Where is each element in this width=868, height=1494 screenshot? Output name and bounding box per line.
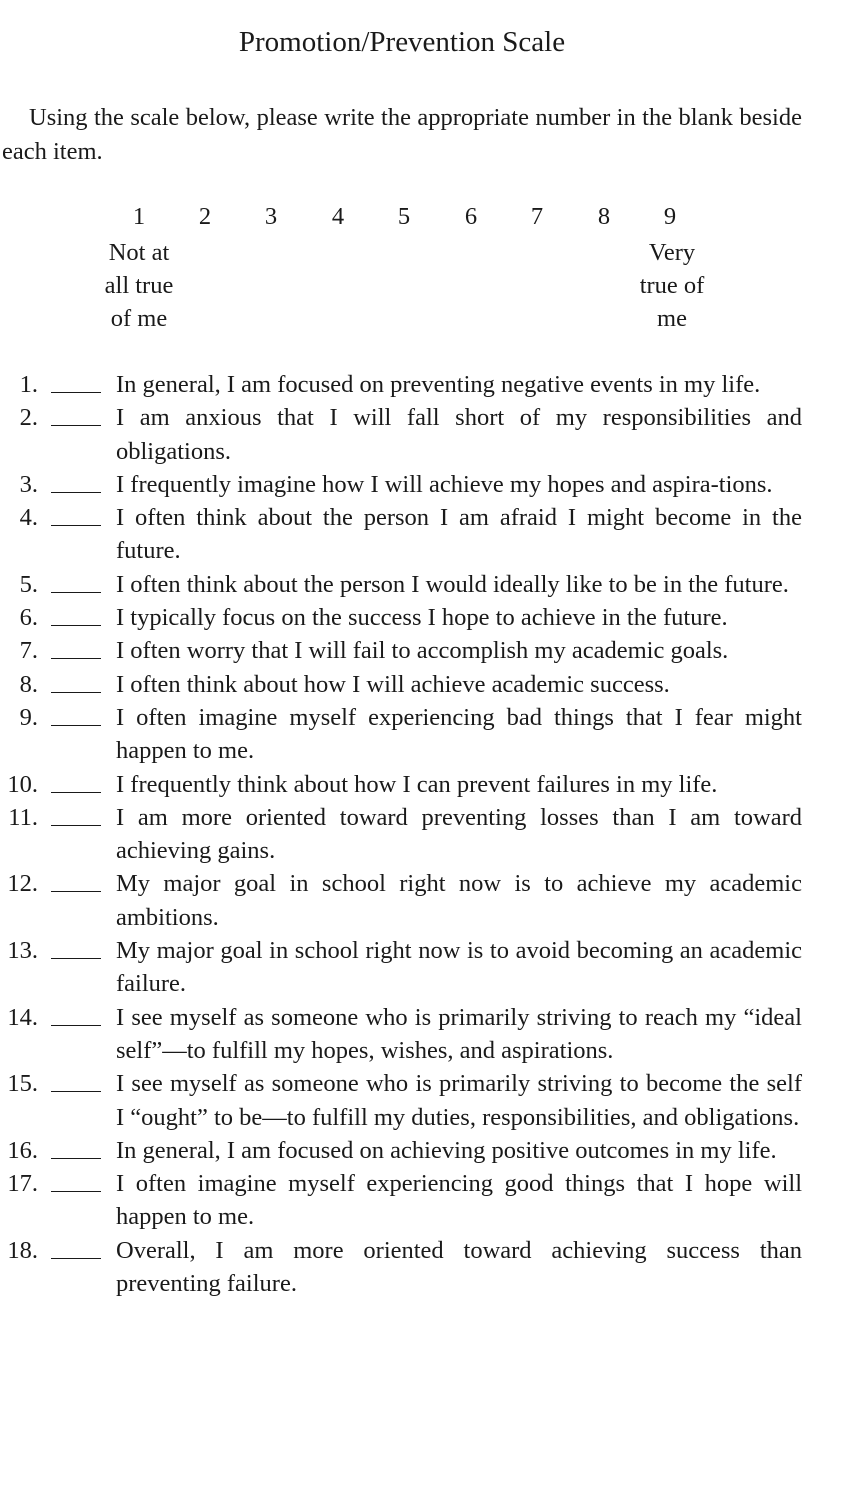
instructions: Using the scale below, please write the appropriate number in the blank beside each item. [2,104,802,165]
answer-blank[interactable] [51,525,101,526]
low-anchor-line: of me [110,305,168,332]
item-number: 11. [8,803,38,831]
item-text: I am anxious that I will fall short of my responsibilities and obligations. [116,404,802,465]
high-anchor-line: Very [648,239,696,266]
item-text: I often think about how I will achieve academic success. [116,670,670,698]
answer-blank[interactable] [51,958,101,959]
scale-point-2: 2 [198,203,212,230]
scale-point-9: 9 [663,203,677,230]
item-text: My major goal in school right now is to avoid becoming an academic failure. [116,937,802,998]
item-number: 18. [7,1236,38,1264]
scale-point-3: 3 [264,203,278,230]
answer-blank[interactable] [51,625,101,626]
item-text: In general, I am focused on preventing negative events in my life. [116,371,761,398]
answer-blank[interactable] [51,725,101,726]
item-text: I frequently imagine how I will achieve my hopes and aspira-tions. [116,470,773,498]
answer-blank[interactable] [51,1158,101,1159]
item-number: 3. [19,470,38,498]
high-anchor-line: true of [639,272,705,299]
item-number: 15. [7,1070,38,1098]
list-item [0,634,868,667]
item-number: 10. [7,770,38,798]
scale-point-5: 5 [397,203,411,230]
item-text: I often imagine myself experiencing good things that I hope will happen to me. [116,1170,802,1231]
high-anchor-line: me [657,305,687,332]
item-text: I often worry that I will fail to accomplish my academic goals. [116,637,729,665]
item-text: I typically focus on the success I hope to achieve in the future. [116,604,728,632]
answer-blank[interactable] [51,1091,101,1092]
list-item [0,1001,868,1068]
item-text: I often imagine myself experiencing bad things that I fear might happen to me. [116,703,802,765]
item-text: My major goal in school right now is to achieve my academic ambitions. [116,870,802,931]
list-item [0,1234,868,1301]
scale-point-1: 1 [132,203,146,230]
item-number: 14. [7,1003,38,1031]
item-text: I see myself as someone who is primarily striving to become the self I “ought” to be—to fulfill my duties, responsibilities, and obligations. [116,1070,802,1131]
scale-point-7: 7 [530,203,544,230]
item-number: 2. [19,404,38,432]
list-item [0,1134,868,1167]
answer-blank[interactable] [51,492,101,493]
list-item [0,568,868,601]
high-anchor-label [602,236,742,335]
list-item [0,501,868,568]
answer-blank[interactable] [51,891,101,892]
item-list [0,368,868,1300]
answer-blank[interactable] [51,1258,101,1259]
answer-blank[interactable] [51,825,101,826]
answer-blank[interactable] [51,692,101,693]
answer-blank[interactable] [51,1025,101,1026]
answer-blank[interactable] [51,792,101,793]
item-text: I frequently think about how I can prevent failures in my life. [116,770,718,798]
list-item [0,867,868,934]
item-number: 13. [7,937,38,965]
item-text: I see myself as someone who is primarily striving to reach my “ideal self”—to fulfill my hopes, wishes, and aspirations. [116,1003,802,1064]
list-item [0,801,868,868]
answer-blank[interactable] [51,392,101,393]
list-item [0,668,868,701]
low-anchor-line: all true [104,272,174,299]
answer-blank[interactable] [51,425,101,426]
list-item [0,1067,868,1134]
list-item [0,934,868,1001]
item-number: 6. [19,604,38,632]
item-number: 8. [19,670,38,698]
scale-point-6: 6 [464,203,478,230]
item-number: 4. [19,504,38,532]
scale-point-8: 8 [597,203,611,230]
scale-point-4: 4 [331,203,345,230]
item-text: In general, I am focused on achieving positive outcomes in my life. [116,1136,777,1164]
list-item [0,368,868,401]
answer-blank[interactable] [51,658,101,659]
list-item [0,601,868,634]
low-anchor-label [69,236,209,335]
low-anchor-line: Not at [108,239,170,266]
list-item [0,401,868,468]
item-number: 16. [7,1136,38,1164]
page-title: Promotion/Prevention Scale [238,26,566,58]
item-text: I often think about the person I would ideally like to be in the future. [116,570,789,598]
item-text: I often think about the person I am afraid I might become in the future. [116,504,802,565]
item-number: 5. [19,570,38,598]
item-number: 17. [7,1170,38,1198]
item-number: 12. [7,870,38,898]
list-item [0,768,868,801]
list-item [0,701,868,768]
item-number: 9. [19,703,38,731]
item-text: I am more oriented toward preventing losses than I am toward achieving gains. [116,803,802,865]
item-number: 7. [19,637,38,665]
answer-blank[interactable] [51,1191,101,1192]
list-item [0,468,868,501]
item-text: Overall, I am more oriented toward achieving success than preventing failure. [116,1236,802,1298]
item-number: 1. [19,371,38,398]
list-item [0,1167,868,1234]
answer-blank[interactable] [51,592,101,593]
